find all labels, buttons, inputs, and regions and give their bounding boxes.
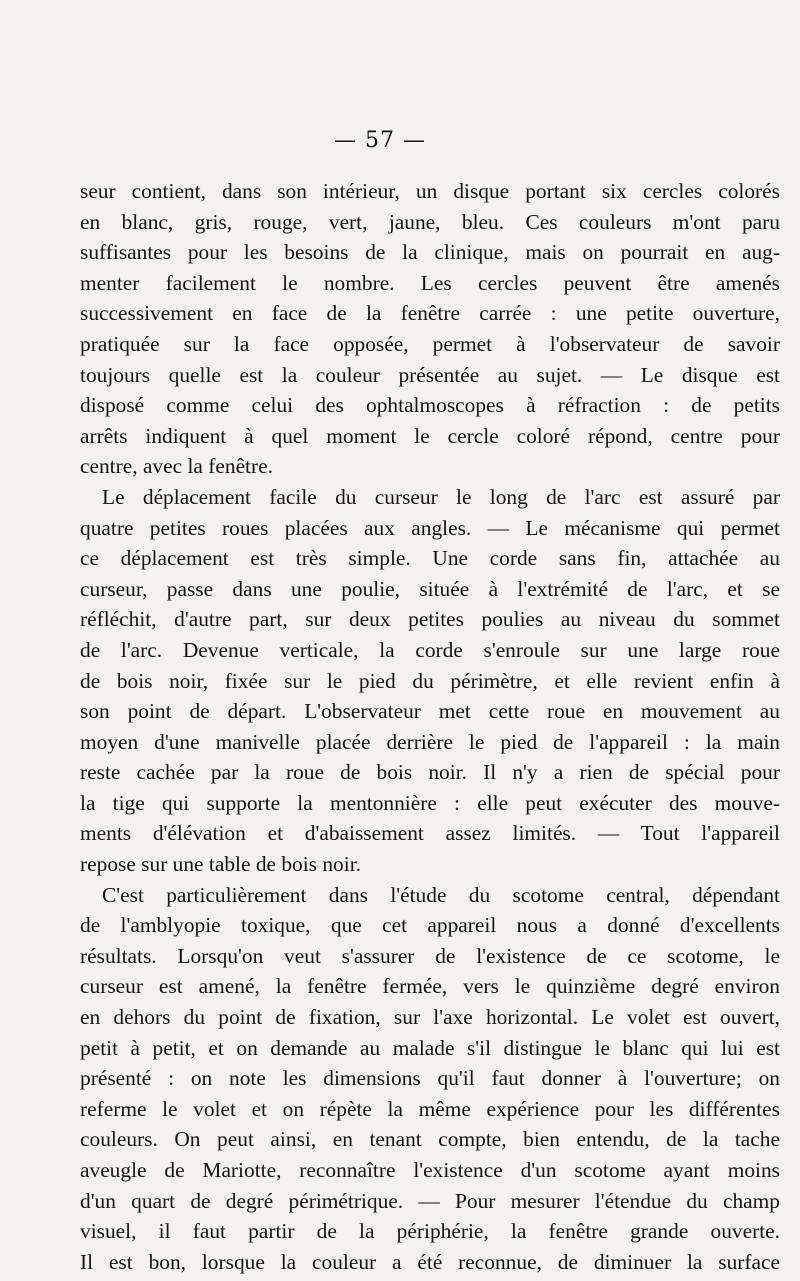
text-line: résultats. Lorsqu'on veut s'assurer de l'existence de ce scotome, le <box>80 943 780 968</box>
text-line: ments d'élévation et d'abaissement assez limités. — Tout l'appareil <box>80 821 780 846</box>
text-line: Il est bon, lorsque la couleur a été reconnue, de diminuer la surface <box>80 1249 780 1274</box>
text-line: seur contient, dans son intérieur, un disque portant six cercles colorés <box>80 179 780 203</box>
text-line: aveugle de Mariotte, reconnaître l'existence d'un scotome ayant moins <box>80 1158 780 1182</box>
text-line: présenté : on note les dimensions qu'il faut donner à l'ouverture; on <box>80 1066 780 1091</box>
text-line: C'est particulièrement dans l'étude du scotome central, dépendant <box>102 882 780 907</box>
text-line: toujours quelle est la couleur présentée au sujet. — Le disque est <box>80 362 780 387</box>
text-line: de l'arc. Devenue verticale, la corde s'enroule sur une large roue <box>80 637 780 662</box>
text-line: disposé comme celui des ophtalmoscopes à réfraction : de petits <box>80 393 780 418</box>
text-line: la tige qui supporte la mentonnière : elle peut exécuter des mouve- <box>80 790 780 815</box>
text-line: referme le volet et on répète la même expérience pour les différentes <box>80 1096 780 1121</box>
text-line: quatre petites roues placées aux angles. — Le mécanisme qui permet <box>80 515 780 540</box>
text-line: son point de départ. L'observateur met cette roue en mouvement au <box>80 699 780 724</box>
text-line: réfléchit, d'autre part, sur deux petites poulies au niveau du sommet <box>80 607 780 632</box>
text-line: d'un quart de degré périmétrique. — Pour mesurer l'étendue du champ <box>80 1188 780 1213</box>
text-line: suffisantes pour les besoins de la clinique, mais on pourrait en aug- <box>80 240 780 265</box>
text-line: reste cachée par la roue de bois noir. Il n'y a rien de spécial pour <box>80 760 780 785</box>
text-line: menter facilement le nombre. Les cercles peuvent être amenés <box>80 270 780 295</box>
text-line: couleurs. On peut ainsi, en tenant compte, bien entendu, de la tache <box>80 1127 780 1152</box>
text-line: en dehors du point de fixation, sur l'axe horizontal. Le volet est ouvert, <box>80 1005 780 1030</box>
text-line: repose sur une table de bois noir. <box>80 852 361 877</box>
text-line: ce déplacement est très simple. Une corde sans fin, attachée au <box>80 546 780 571</box>
body-text <box>80 176 780 1277</box>
text-line: visuel, il faut partir de la périphérie, la fenêtre grande ouverte. <box>80 1219 780 1244</box>
text-line: moyen d'une manivelle placée derrière le pied de l'appareil : la main <box>80 729 780 754</box>
text-line: pratiquée sur la face opposée, permet à l'observateur de savoir <box>80 331 780 356</box>
text-line: de bois noir, fixée sur le pied du périmètre, et elle revient enfin à <box>80 668 780 693</box>
text-line: curseur, passe dans une poulie, située à l'extrémité de l'arc, et se <box>80 576 780 601</box>
text-line: petit à petit, et on demande au malade s'il distingue le blanc qui lui est <box>80 1035 780 1060</box>
text-line: de l'amblyopie toxique, que cet appareil nous a donné d'excellents <box>80 913 780 938</box>
page-number: — 57 — <box>334 128 426 153</box>
text-line: centre, avec la fenêtre. <box>80 454 273 479</box>
text-line: successivement en face de la fenêtre carrée : une petite ouverture, <box>80 301 780 326</box>
text-line: arrêts indiquent à quel moment le cercle coloré répond, centre pour <box>80 423 780 448</box>
text-line: en blanc, gris, rouge, vert, jaune, bleu. Ces couleurs m'ont paru <box>80 209 780 234</box>
text-line: Le déplacement facile du curseur le long de l'arc est assuré par <box>102 484 780 509</box>
text-line: curseur est amené, la fenêtre fermée, vers le quinzième degré environ <box>80 974 780 999</box>
